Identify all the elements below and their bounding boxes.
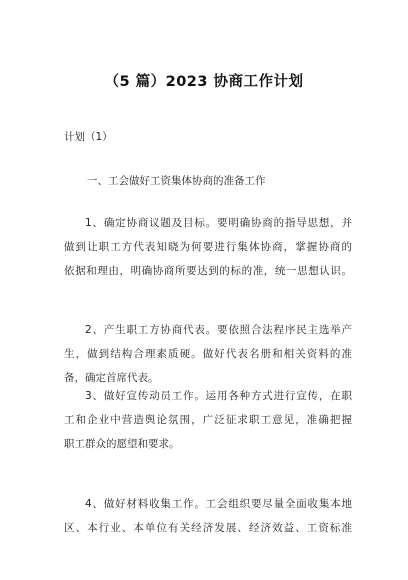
paragraph-2 [64,318,352,390]
paragraph-line: 4、做好材料收集工作。工会组织要尽量全面收集本地 [85,498,352,510]
paragraph-line: 备，确定首席代表。 [64,372,159,384]
paragraph-4 [64,492,352,540]
paragraph-1 [64,211,352,283]
document-title: （5 篇）2023 协商工作计划 [104,74,304,90]
paragraph-line: 职工群众的愿望和要求。 [64,438,180,450]
section-label: 计划（1） [64,131,113,143]
paragraph-line: 做到让职工方代表知晓为何要进行集体协商，掌握协商的 [64,241,352,253]
paragraph-line: 2、产生职工方协商代表。要依照合法程序民主选举产 [85,324,352,336]
section-heading: 一、工会做好工资集体协商的准备工作 [87,175,266,187]
paragraph-line: 区、本行业、本单位有关经济发展、经济效益、工资标准 [64,522,352,534]
paragraph-line: 生，做到结构合理素质硬。做好代表名册和相关资料的准 [64,348,352,360]
paragraph-line: 工和企业中营造舆论氛围，广泛征求职工意见，准确把握 [64,414,352,426]
paragraph-3 [64,384,352,456]
paragraph-line: 3、做好宣传动员工作。运用各种方式进行宣传，在职 [85,390,352,402]
paragraph-line: 1、确定协商议题及目标。要明确协商的指导思想，并 [85,217,352,229]
paragraph-line: 依据和理由，明确协商所要达到的标的准，统一思想认识。 [64,265,352,277]
